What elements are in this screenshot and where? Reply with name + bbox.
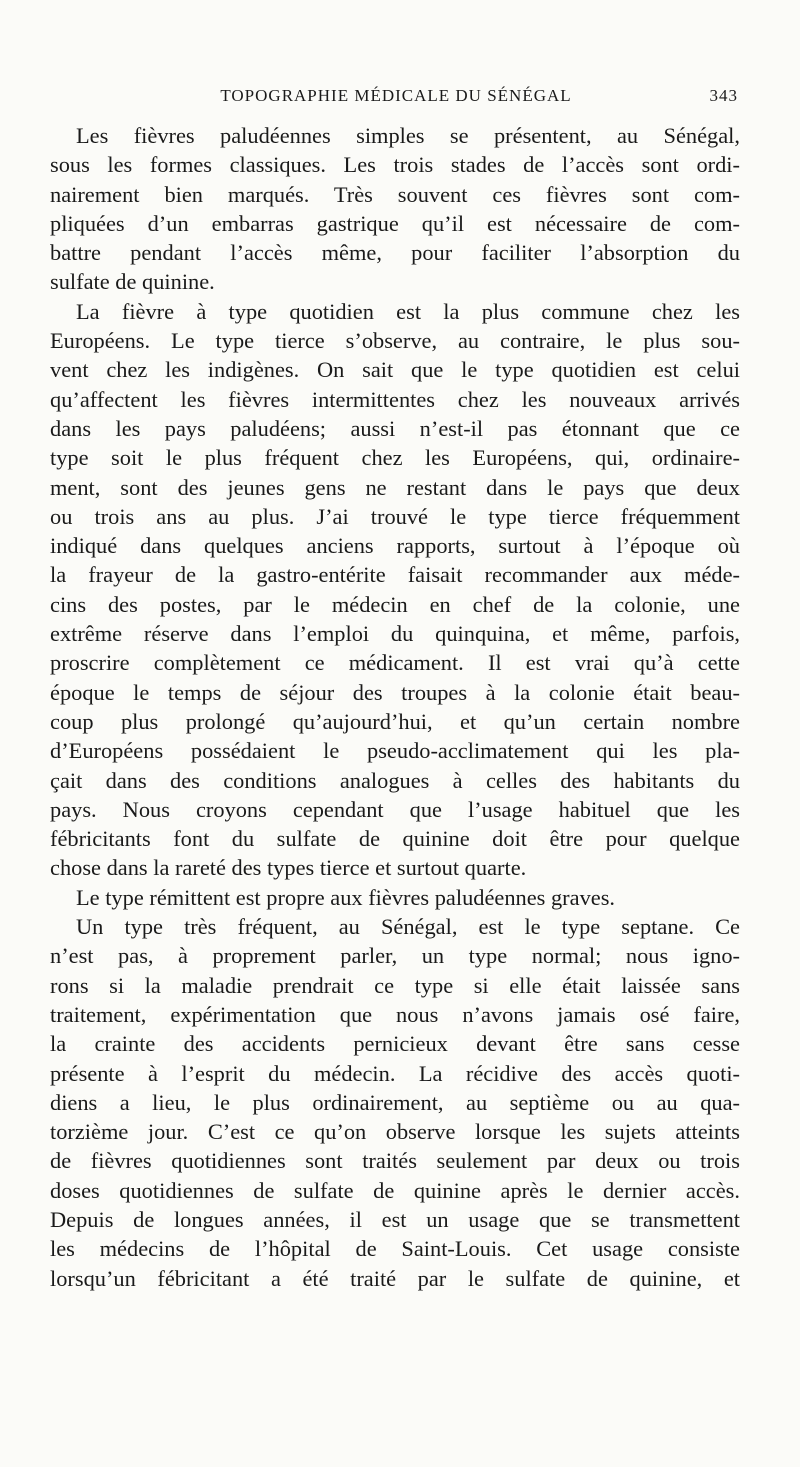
text-line: chose dans la rareté des types tierce et surtout quarte. xyxy=(50,855,527,881)
text-line: La fièvre à type quotidien est la plus commune chez les xyxy=(76,298,740,324)
text-line: proscrire complètement ce médicament. Il est vrai qu’à cette xyxy=(50,650,740,676)
text-line: vent chez les indigènes. On sait que le type quotidien est celui xyxy=(50,357,740,383)
text-line: d’Européens possédaient le pseudo-acclimatement qui les pla- xyxy=(50,738,740,764)
text-line: présente à l’esprit du médecin. La récidive des accès quoti- xyxy=(50,1060,740,1086)
paragraph xyxy=(50,297,740,883)
text-line: battre pendant l’accès même, pour faciliter l’absorption du xyxy=(50,240,740,266)
text-line: sous les formes classiques. Les trois stades de l’accès sont ordi- xyxy=(50,152,740,178)
text-line: n’est pas, à proprement parler, un type normal; nous igno- xyxy=(50,943,740,969)
text-line: torzième jour. C’est ce qu’on observe lorsque les sujets atteints xyxy=(50,1119,740,1145)
text-line: lorsqu’un fébricitant a été traité par le sulfate de quinine, et xyxy=(50,1265,740,1291)
text-line: les médecins de l’hôpital de Saint-Louis. Cet usage consiste xyxy=(50,1236,740,1262)
text-line: la crainte des accidents pernicieux devant être sans cesse xyxy=(50,1031,740,1057)
text-line: Le type rémittent est propre aux fièvres paludéennes graves. xyxy=(76,884,616,910)
text-line: rons si la maladie prendrait ce type si elle était laissée sans xyxy=(50,972,740,998)
text-line: époque le temps de séjour des troupes à la colonie était beau- xyxy=(50,679,740,705)
text-line: indiqué dans quelques anciens rapports, surtout à l’époque où xyxy=(50,533,740,559)
text-line: çait dans des conditions analogues à celles des habitants du xyxy=(50,767,740,793)
text-line: Depuis de longues années, il est un usage que se transmettent xyxy=(50,1206,740,1232)
text-line: ment, sont des jeunes gens ne restant dans le pays que deux xyxy=(50,474,740,500)
text-line: Un type très fréquent, au Sénégal, est le type septane. Ce xyxy=(76,914,740,940)
text-line: Les fièvres paludéennes simples se présentent, au Sénégal, xyxy=(76,123,740,148)
text-line: traitement, expérimentation que nous n’avons jamais osé faire, xyxy=(50,1001,740,1027)
text-line: sulfate de quinine. xyxy=(50,269,215,295)
text-line: doses quotidiennes de sulfate de quinine après le dernier accès. xyxy=(50,1177,740,1203)
text-line: fébricitants font du sulfate de quinine doit être pour quelque xyxy=(50,826,740,852)
paragraph xyxy=(50,121,740,297)
paragraph xyxy=(50,883,740,912)
text-line: type soit le plus fréquent chez les Européens, qui, ordinaire- xyxy=(50,445,740,471)
text-line: de fièvres quotidiennes sont traités seulement par deux ou trois xyxy=(50,1148,740,1174)
running-title: TOPOGRAPHIE MÉDICALE DU SÉNÉGAL xyxy=(220,86,572,105)
text-line: pays. Nous croyons cependant que l’usage habituel que les xyxy=(50,796,740,822)
page-body xyxy=(50,121,740,1293)
text-line: coup plus prolongé qu’aujourd’hui, et qu’un certain nombre xyxy=(50,708,740,734)
text-line: diens a lieu, le plus ordinairement, au septième ou au qua- xyxy=(50,1089,740,1115)
text-line: dans les pays paludéens; aussi n’est-il pas étonnant que ce xyxy=(50,415,740,441)
text-line: cins des postes, par le médecin en chef de la colonie, une xyxy=(50,591,740,617)
text-line: pliquées d’un embarras gastrique qu’il est nécessaire de com- xyxy=(50,210,740,236)
text-line: Européens. Le type tierce s’observe, au contraire, le plus sou- xyxy=(50,328,740,354)
text-line: extrême réserve dans l’emploi du quinquina, et même, parfois, xyxy=(50,621,740,647)
text-line: la frayeur de la gastro-entérite faisait recommander aux méde- xyxy=(50,562,740,588)
text-line: qu’affectent les fièvres intermittentes chez les nouveaux arrivés xyxy=(50,386,740,412)
text-line: nairement bien marqués. Très souvent ces fièvres sont com- xyxy=(50,181,740,207)
paragraph xyxy=(50,912,740,1293)
text-line: ou trois ans au plus. J’ai trouvé le type tierce fréquemment xyxy=(50,503,740,529)
page-header xyxy=(54,86,738,110)
page-number: 343 xyxy=(709,86,738,105)
